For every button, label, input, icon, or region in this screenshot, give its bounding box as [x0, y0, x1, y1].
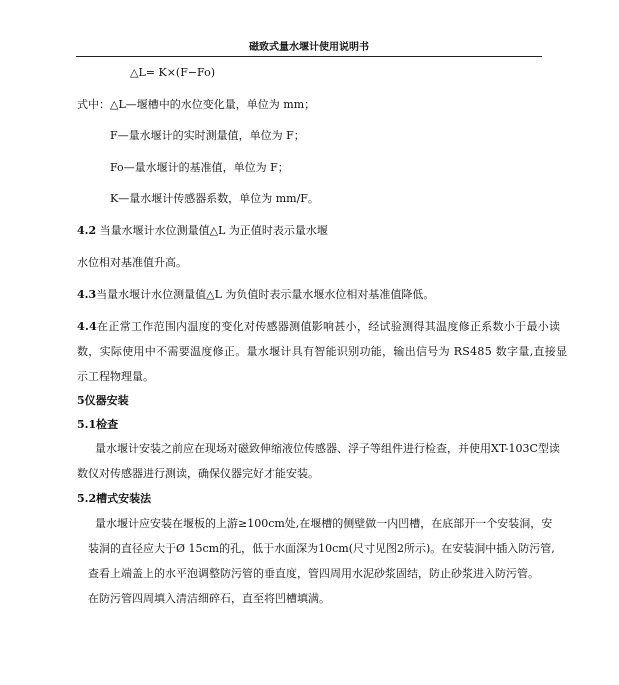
section-5-title: 5仪器安装 — [77, 394, 129, 407]
formula: △L= K×(F−Fo) — [130, 66, 215, 79]
section-5-2-line1: 量水堰计应安装在堰板的上游≥100cm处,在堰槽的侧壁做一内凹槽，在底部开一个安装洞，安 — [95, 517, 553, 530]
section-4-4 — [77, 320, 560, 334]
section-text: 当量水堰计水位测量值△L 为负值时表示量水堰水位相对基准值降低。 — [96, 288, 435, 301]
definition-fo: Fo—量水堰计的基准值，单位为 F； — [110, 161, 289, 174]
section-4-3 — [77, 288, 434, 302]
section-4-2-cont: 水位相对基准值升高。 — [77, 256, 187, 269]
section-5-1-title: 5.1检查 — [77, 418, 119, 431]
section-text: 在正常工作范围内温度的变化对传感器测值影响甚小，经试验测得其温度修正系数小于最小读 — [97, 320, 561, 333]
section-4-4-line2: 数，实际使用中不需要温度修正。量水堰计具有智能识别功能，输出信号为 RS485 数字量,直接显 — [77, 345, 568, 358]
section-text: 当量水堰计水位测量值△L 为正值时表示量水堰 — [96, 224, 328, 237]
formula-where: 式中：△L—堰槽中的水位变化量，单位为 mm； — [77, 98, 316, 111]
section-number: 4.2 — [77, 224, 97, 237]
definition-f: F—量水堰计的实时测量值，单位为 F； — [110, 129, 305, 142]
section-5-2-line3: 查看上端盖上的水平泡调整防污管的垂直度，管四周用水泥砂浆固结，防止砂浆进入防污管。 — [88, 567, 539, 580]
section-5-1-line1: 量水堰计安装之前应在现场对磁致伸缩液位传感器、浮子等组件进行检查，并使用XT-103C型读 — [95, 442, 560, 455]
definition-k: K—量水堰计传感器系数，单位为 mm/F。 — [110, 192, 319, 205]
section-5-1-line2: 数仪对传感器进行测读，确保仪器完好才能安装。 — [77, 467, 319, 480]
section-5-2-line2: 装洞的直径应大于Ø 15cm的孔，低于水面深为10cm(尺寸见图2所示)。在安装洞中插入防污管, — [88, 542, 555, 555]
page-header: 磁致式量水堰计使用说明书 — [76, 38, 542, 57]
section-4-4-line3: 示工程物理量。 — [77, 370, 154, 383]
section-5-2-title: 5.2槽式安装法 — [77, 492, 152, 505]
section-5-2-line4: 在防污管四周填入清洁细碎石，直至将凹槽填满。 — [88, 592, 330, 605]
section-4-2 — [77, 224, 328, 238]
section-number: 4.4 — [77, 320, 98, 333]
section-number: 4.3 — [77, 288, 97, 301]
